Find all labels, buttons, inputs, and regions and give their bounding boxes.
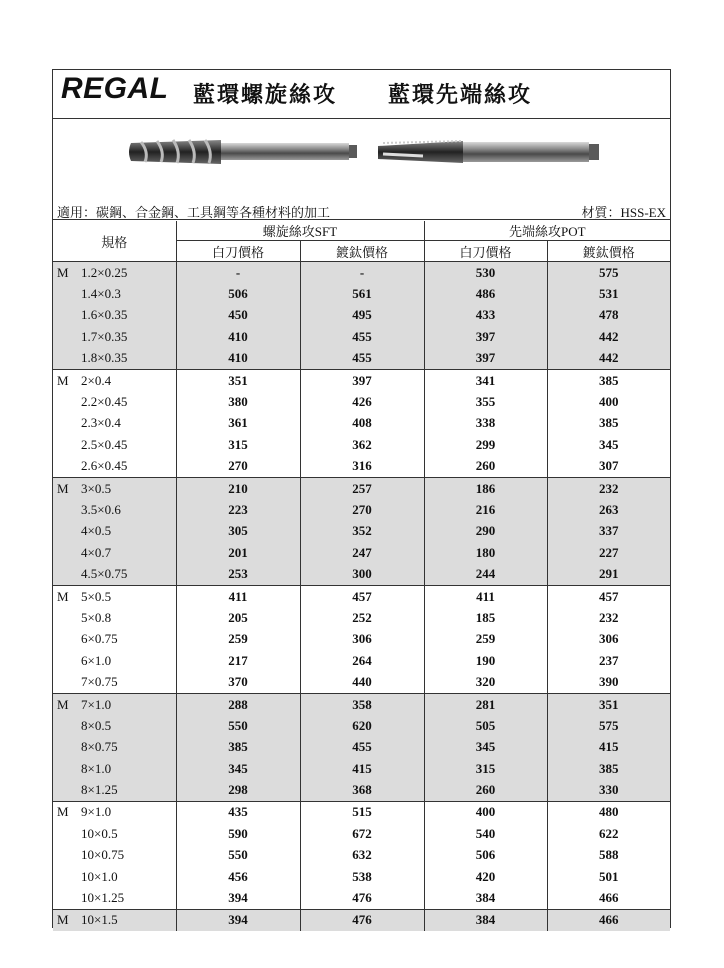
- pot-white-price: 299: [424, 434, 547, 455]
- spec-value: 2×0.4: [81, 372, 112, 388]
- table-row: [53, 845, 670, 866]
- spec-cell: [53, 391, 176, 412]
- sft-white-price: 590: [176, 823, 300, 844]
- spec-value: 1.7×0.35: [81, 328, 128, 344]
- pot-coated-price: 466: [547, 887, 670, 909]
- sft-white-price: 450: [176, 305, 300, 326]
- sft-coated-price: 358: [300, 693, 424, 715]
- sft-white-price: 435: [176, 801, 300, 823]
- pot-white-price: 505: [424, 715, 547, 736]
- spec-value: 6×1.0: [81, 652, 112, 668]
- pot-white-price: 185: [424, 607, 547, 628]
- sft-white-price: 253: [176, 563, 300, 585]
- table-row: [53, 671, 670, 693]
- table-row: [53, 348, 670, 370]
- brand-logo: REGAL: [61, 72, 169, 105]
- table-row: [53, 283, 670, 304]
- spec-value: 10×1.25: [81, 890, 125, 906]
- spec-cell: [53, 887, 176, 909]
- sft-white-price: 361: [176, 413, 300, 434]
- pot-white-price: 244: [424, 563, 547, 585]
- title-spiral-tap: 藍環螺旋絲攻: [193, 82, 338, 107]
- thread-prefix: M: [57, 912, 69, 928]
- sft-white-price: 223: [176, 499, 300, 520]
- sft-white-price: 550: [176, 715, 300, 736]
- col-spec-header: 規格: [53, 221, 176, 262]
- sft-white-price: 550: [176, 845, 300, 866]
- sft-white-price: 305: [176, 521, 300, 542]
- table-row: [53, 823, 670, 844]
- sft-coated-price: 247: [300, 542, 424, 563]
- table-row: [53, 369, 670, 391]
- sft-white-price: 288: [176, 693, 300, 715]
- spec-cell: [53, 283, 176, 304]
- spec-value: 8×1.25: [81, 782, 118, 798]
- table-row: [53, 607, 670, 628]
- sft-coated-price: 476: [300, 887, 424, 909]
- sft-white-price: 210: [176, 477, 300, 499]
- sft-coated-price: 515: [300, 801, 424, 823]
- sft-coated-price: 408: [300, 413, 424, 434]
- spec-value: 2.6×0.45: [81, 458, 128, 474]
- spec-cell: [53, 521, 176, 542]
- spec-cell: [53, 845, 176, 866]
- spec-value: 2.2×0.45: [81, 394, 128, 410]
- table-row: [53, 521, 670, 542]
- pot-white-header: 白刀價格: [424, 241, 547, 262]
- pot-white-price: 216: [424, 499, 547, 520]
- sft-coated-price: 316: [300, 456, 424, 478]
- spec-cell: [53, 779, 176, 801]
- pot-coated-price: 237: [547, 650, 670, 671]
- pot-coated-price: 442: [547, 348, 670, 370]
- table-row: [53, 737, 670, 758]
- sft-coated-price: 440: [300, 671, 424, 693]
- spec-cell: [53, 758, 176, 779]
- sft-white-price: 410: [176, 348, 300, 370]
- table-row: [53, 413, 670, 434]
- table-row: [53, 305, 670, 326]
- pot-coated-header: 鍍鈦價格: [547, 241, 670, 262]
- spec-value: 5×0.8: [81, 609, 112, 625]
- spec-value: 6×0.75: [81, 631, 118, 647]
- sft-coated-price: 455: [300, 737, 424, 758]
- spiral-tap-image: [129, 140, 357, 164]
- pot-coated-price: 622: [547, 823, 670, 844]
- table-row: [53, 715, 670, 736]
- spec-value: 10×0.75: [81, 847, 125, 863]
- sft-coated-price: 300: [300, 563, 424, 585]
- pot-white-price: 338: [424, 413, 547, 434]
- table-row: [53, 499, 670, 520]
- sft-coated-price: 362: [300, 434, 424, 455]
- pot-white-price: 290: [424, 521, 547, 542]
- spec-cell: [53, 909, 176, 931]
- spec-value: 3.5×0.6: [81, 501, 121, 517]
- sft-white-price: 380: [176, 391, 300, 412]
- pot-coated-price: 291: [547, 563, 670, 585]
- sft-white-price: 270: [176, 456, 300, 478]
- spec-cell: [53, 650, 176, 671]
- table-row: [53, 909, 670, 931]
- sft-coated-price: 252: [300, 607, 424, 628]
- pot-coated-price: 575: [547, 715, 670, 736]
- spec-value: 1.6×0.35: [81, 307, 128, 323]
- spec-cell: [53, 413, 176, 434]
- sft-coated-price: 476: [300, 909, 424, 931]
- thread-prefix: M: [57, 588, 69, 604]
- table-row: [53, 585, 670, 607]
- spec-value: 1.8×0.35: [81, 350, 128, 366]
- table-row: [53, 434, 670, 455]
- sft-coated-price: 352: [300, 521, 424, 542]
- pot-white-price: 530: [424, 262, 547, 284]
- pot-coated-price: 263: [547, 499, 670, 520]
- spec-cell: [53, 715, 176, 736]
- pot-white-price: 540: [424, 823, 547, 844]
- spec-cell: [53, 563, 176, 585]
- pot-coated-price: 330: [547, 779, 670, 801]
- spec-value: 10×1.5: [81, 912, 118, 928]
- thread-prefix: M: [57, 696, 69, 712]
- pot-white-price: 433: [424, 305, 547, 326]
- sft-white-header: 白刀價格: [176, 241, 300, 262]
- pot-white-price: 384: [424, 909, 547, 931]
- spec-value: 5×0.5: [81, 588, 112, 604]
- spec-value: 4.5×0.75: [81, 566, 128, 582]
- sft-white-price: 351: [176, 369, 300, 391]
- table-row: [53, 262, 670, 284]
- pot-white-price: 506: [424, 845, 547, 866]
- pot-coated-price: 351: [547, 693, 670, 715]
- point-tap-image: [378, 141, 599, 163]
- spec-cell: [53, 499, 176, 520]
- pot-coated-price: 337: [547, 521, 670, 542]
- pot-coated-price: 466: [547, 909, 670, 931]
- pot-white-price: 411: [424, 585, 547, 607]
- sft-coated-price: 538: [300, 866, 424, 887]
- table-row: [53, 779, 670, 801]
- sft-coated-price: 672: [300, 823, 424, 844]
- spec-value: 4×0.7: [81, 544, 112, 560]
- spec-cell: [53, 866, 176, 887]
- pot-white-price: 420: [424, 866, 547, 887]
- sft-white-price: 201: [176, 542, 300, 563]
- sft-coated-price: -: [300, 262, 424, 284]
- spec-value: 4×0.5: [81, 523, 112, 539]
- spec-value: 2.3×0.4: [81, 415, 121, 431]
- spec-value: 10×0.5: [81, 825, 118, 841]
- table-row: [53, 693, 670, 715]
- pot-white-price: 281: [424, 693, 547, 715]
- pot-white-price: 180: [424, 542, 547, 563]
- pot-coated-price: 390: [547, 671, 670, 693]
- spec-cell: [53, 305, 176, 326]
- thread-prefix: M: [57, 480, 69, 496]
- sft-coated-price: 495: [300, 305, 424, 326]
- pot-coated-price: 575: [547, 262, 670, 284]
- spec-cell: [53, 477, 176, 499]
- spec-cell: [53, 693, 176, 715]
- sft-coated-price: 457: [300, 585, 424, 607]
- catalog-frame: [52, 69, 671, 928]
- sft-white-price: 217: [176, 650, 300, 671]
- sft-white-price: 259: [176, 629, 300, 650]
- table-row: [53, 391, 670, 412]
- pot-white-price: 355: [424, 391, 547, 412]
- sft-white-price: 394: [176, 909, 300, 931]
- table-body: [53, 262, 670, 932]
- thread-prefix: M: [57, 264, 69, 280]
- usage-caption: 適用：碳鋼、合金鋼、工具鋼等各種材料的加工: [57, 205, 331, 220]
- sft-coated-price: 455: [300, 326, 424, 347]
- table-row: [53, 477, 670, 499]
- sft-white-price: 394: [176, 887, 300, 909]
- sft-coated-price: 561: [300, 283, 424, 304]
- header: [53, 70, 670, 118]
- pot-white-price: 345: [424, 737, 547, 758]
- spec-value: 1.2×0.25: [81, 264, 128, 280]
- pot-coated-price: 385: [547, 413, 670, 434]
- spec-cell: [53, 326, 176, 347]
- sft-coated-price: 368: [300, 779, 424, 801]
- pot-coated-price: 400: [547, 391, 670, 412]
- pot-white-price: 384: [424, 887, 547, 909]
- pot-coated-price: 531: [547, 283, 670, 304]
- sft-coated-header: 鍍鈦價格: [300, 241, 424, 262]
- sft-coated-price: 270: [300, 499, 424, 520]
- sft-white-price: 411: [176, 585, 300, 607]
- spec-value: 8×0.5: [81, 717, 112, 733]
- spec-value: 9×1.0: [81, 804, 112, 820]
- spec-value: 8×0.75: [81, 739, 118, 755]
- sft-coated-price: 397: [300, 369, 424, 391]
- pot-coated-price: 306: [547, 629, 670, 650]
- spec-cell: [53, 542, 176, 563]
- sft-white-price: -: [176, 262, 300, 284]
- sft-coated-price: 264: [300, 650, 424, 671]
- sft-white-price: 385: [176, 737, 300, 758]
- sft-white-price: 205: [176, 607, 300, 628]
- spec-cell: [53, 737, 176, 758]
- sft-white-price: 298: [176, 779, 300, 801]
- sft-white-price: 506: [176, 283, 300, 304]
- table-row: [53, 326, 670, 347]
- pot-white-price: 190: [424, 650, 547, 671]
- sft-white-price: 315: [176, 434, 300, 455]
- title-point-tap: 藍環先端絲攻: [388, 82, 533, 107]
- pot-coated-price: 415: [547, 737, 670, 758]
- pot-white-price: 341: [424, 369, 547, 391]
- table-row: [53, 563, 670, 585]
- pot-coated-price: 588: [547, 845, 670, 866]
- table-row: [53, 542, 670, 563]
- table-row: [53, 866, 670, 887]
- price-table: [53, 221, 670, 931]
- sft-coated-price: 415: [300, 758, 424, 779]
- thread-prefix: M: [57, 804, 69, 820]
- pot-coated-price: 480: [547, 801, 670, 823]
- material-caption: 材質：HSS-EX: [581, 205, 666, 220]
- pot-coated-price: 232: [547, 607, 670, 628]
- thread-prefix: M: [57, 372, 69, 388]
- spec-value: 7×1.0: [81, 696, 112, 712]
- spec-cell: [53, 801, 176, 823]
- sft-coated-price: 620: [300, 715, 424, 736]
- pot-white-price: 320: [424, 671, 547, 693]
- pot-white-price: 486: [424, 283, 547, 304]
- spec-value: 1.4×0.3: [81, 286, 121, 302]
- table-header-row: [53, 221, 670, 241]
- pot-coated-price: 385: [547, 758, 670, 779]
- sft-coated-price: 257: [300, 477, 424, 499]
- sft-coated-price: 632: [300, 845, 424, 866]
- spec-cell: [53, 671, 176, 693]
- pot-white-price: 260: [424, 779, 547, 801]
- spec-cell: [53, 434, 176, 455]
- spec-value: 7×0.75: [81, 674, 118, 690]
- pot-coated-price: 232: [547, 477, 670, 499]
- sft-coated-price: 426: [300, 391, 424, 412]
- sft-coated-price: 306: [300, 629, 424, 650]
- spec-value: 8×1.0: [81, 760, 112, 776]
- spec-cell: [53, 262, 176, 284]
- group-header-pot: 先端絲攻POT: [424, 221, 670, 241]
- pot-coated-price: 385: [547, 369, 670, 391]
- table-row: [53, 887, 670, 909]
- group-header-sft: 螺旋絲攻SFT: [176, 221, 424, 241]
- pot-coated-price: 457: [547, 585, 670, 607]
- spec-cell: [53, 585, 176, 607]
- table-row: [53, 629, 670, 650]
- table-row: [53, 801, 670, 823]
- pot-coated-price: 501: [547, 866, 670, 887]
- sft-white-price: 456: [176, 866, 300, 887]
- spec-cell: [53, 823, 176, 844]
- pot-white-price: 397: [424, 348, 547, 370]
- table-row: [53, 456, 670, 478]
- pot-coated-price: 345: [547, 434, 670, 455]
- tap-illustrations: [53, 118, 670, 198]
- spec-cell: [53, 607, 176, 628]
- spec-cell: [53, 456, 176, 478]
- pot-white-price: 186: [424, 477, 547, 499]
- spec-value: 3×0.5: [81, 480, 112, 496]
- product-images: [53, 118, 670, 198]
- pot-coated-price: 442: [547, 326, 670, 347]
- pot-coated-price: 307: [547, 456, 670, 478]
- spec-cell: [53, 369, 176, 391]
- pot-coated-price: 478: [547, 305, 670, 326]
- table-row: [53, 758, 670, 779]
- spec-value: 2.5×0.45: [81, 436, 128, 452]
- pot-white-price: 315: [424, 758, 547, 779]
- pot-white-price: 260: [424, 456, 547, 478]
- sft-coated-price: 455: [300, 348, 424, 370]
- spec-value: 10×1.0: [81, 868, 118, 884]
- sft-white-price: 370: [176, 671, 300, 693]
- pot-coated-price: 227: [547, 542, 670, 563]
- spec-cell: [53, 629, 176, 650]
- spec-cell: [53, 348, 176, 370]
- pot-white-price: 400: [424, 801, 547, 823]
- sft-white-price: 345: [176, 758, 300, 779]
- sft-white-price: 410: [176, 326, 300, 347]
- table-row: [53, 650, 670, 671]
- pot-white-price: 259: [424, 629, 547, 650]
- table-top-border: [53, 219, 670, 220]
- pot-white-price: 397: [424, 326, 547, 347]
